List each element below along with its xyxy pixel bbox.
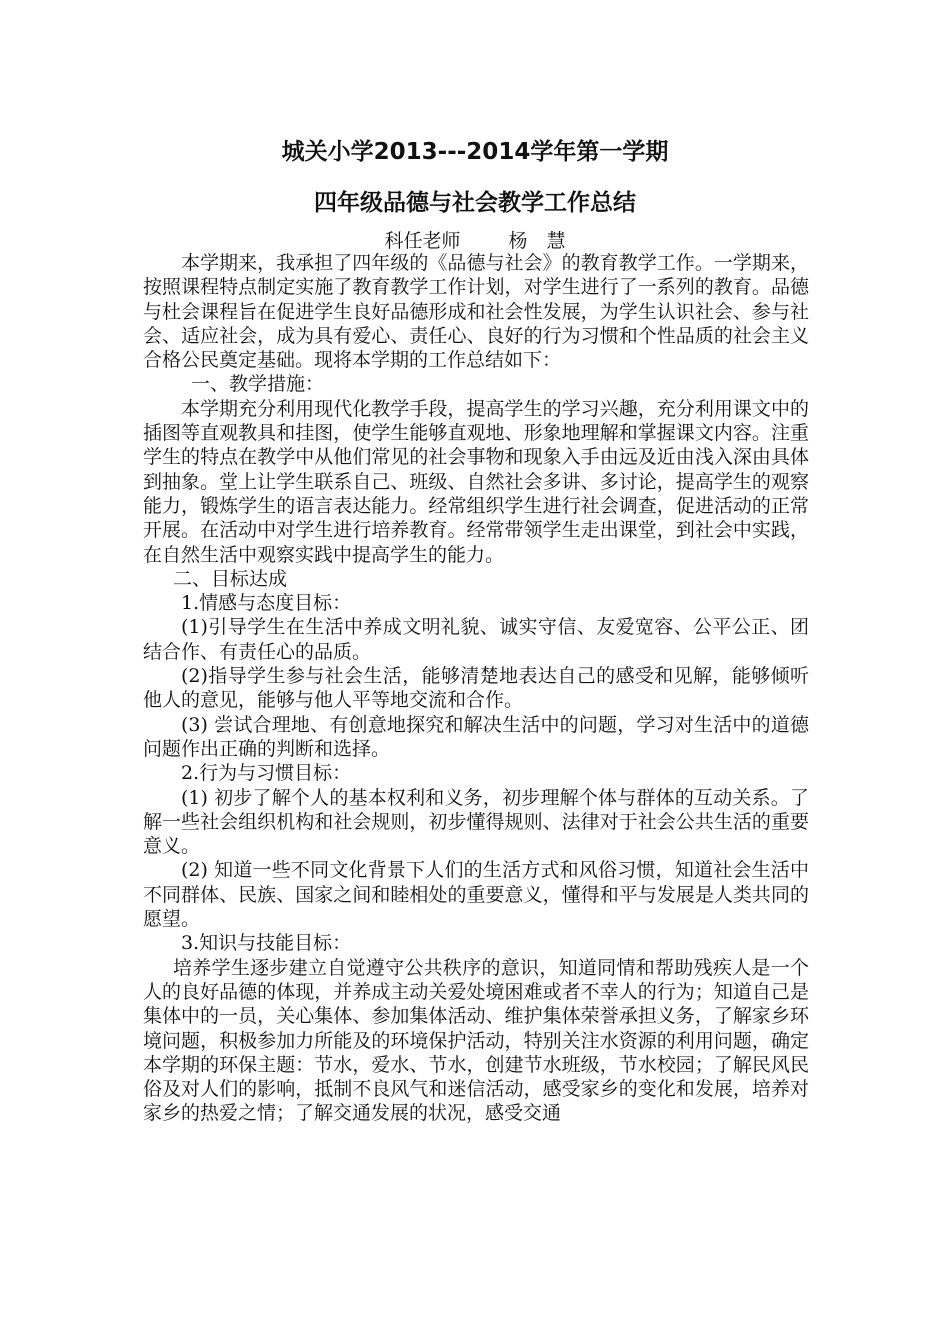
section-heading-goals: 二、目标达成 — [173, 567, 288, 590]
document-title: 城关小学2013---2014学年第一学期 — [281, 139, 669, 165]
subheading-emotion-attitude: 1.情感与态度目标： — [181, 592, 352, 615]
author-name: 杨 慧 — [508, 230, 566, 252]
subheading-behavior-habits: 2.行为与习惯目标： — [181, 762, 352, 785]
list-item: (2) 知道一些不同文化背景下人们的生活方式和风俗习惯，知道社会生活中不同群体、民族、国家之间和睦相处的重要意义，懂得和平与发展是人类共同的愿望。 — [143, 859, 809, 931]
list-item: (1)引导学生在生活中养成文明礼貌、诚实守信、友爱宽容、公平公正、团结合作、有责任心的品质。 — [143, 616, 809, 663]
list-item: (3) 尝试合理地、有创意地探究和解决生活中的问题，学习对生活中的道德问题作出正确的判断和选择。 — [143, 713, 809, 760]
paragraph-teaching-measures: 本学期充分利用现代化教学手段，提高学生的学习兴趣，充分利用课文中的插图等直观教具和挂图，使学生能够直观地、形象地理解和掌握课文内容。注重学生的特点在教学中从他们常见的社会事物和现象入手由远及近由浅入深由具体到抽象。堂上让学生联系自己、班级、自然社会多讲、多讨论，提高学生的观察能力，锻炼学生的语言表达能力。经常组织学生进行社会调查，促进活动的正常开展。在活动中对学生进行培养教育。经常带领学生走出课堂，到社会中实践，在自然生活中观察实践中提高学生的能力。 — [143, 397, 809, 566]
paragraph-knowledge-skills: 培养学生逐步建立自觉遵守公共秩序的意识，知道同情和帮助残疾人是一个人的良好品德的体现，并养成主动关爱处境困难或者不幸人的行为；知道自己是集体中的一员，关心集体、参加集体活动、维护集体荣誉承担义务，了解家乡环境问题，积极参加力所能及的环境保护活动，特别关注水资源的利用问题，确定本学期的环保主题：节水，爱水、节水，创建节水班级，节水校园；了解民风民俗及对人们的影响，抵制不良风气和迷信活动，感受家乡的变化和发展，培养对家乡的热爱之情；了解交通发展的状况，感受交通 — [143, 956, 809, 1125]
document-subtitle: 四年级品德与社会教学工作总结 — [314, 190, 636, 216]
document-body — [143, 251, 809, 1126]
list-item: (1) 初步了解个人的基本权利和义务，初步理解个体与群体的互动关系。了解一些社会组织机构和社会规则，初步懂得规则、法律对于社会公共生活的重要意义。 — [143, 786, 809, 858]
paragraph-intro: 本学期来，我承担了四年级的《品德与社会》的教育教学工作。一学期来，按照课程特点制定实施了教育教学工作计划，对学生进行了一系列的教育。品德与杜会课程旨在促进学生良好品德形成和社会性发展，为学生认识社会、参与社会、适应社会，成为具有爱心、责任心、良好的行为习惯和个性品质的社会主义合格公民奠定基础。现将本学期的工作总结如下： — [143, 252, 809, 372]
author-line — [0, 226, 950, 253]
subheading-knowledge-skills: 3.知识与技能目标： — [181, 932, 352, 955]
author-role: 科任老师 — [384, 230, 461, 252]
list-item: (2)指导学生参与社会生活，能够清楚地表达自己的感受和见解，能够倾听他人的意见，能够与他人平等地交流和合作。 — [143, 665, 809, 712]
section-heading-teaching-measures: 一、教学措施： — [191, 373, 325, 396]
